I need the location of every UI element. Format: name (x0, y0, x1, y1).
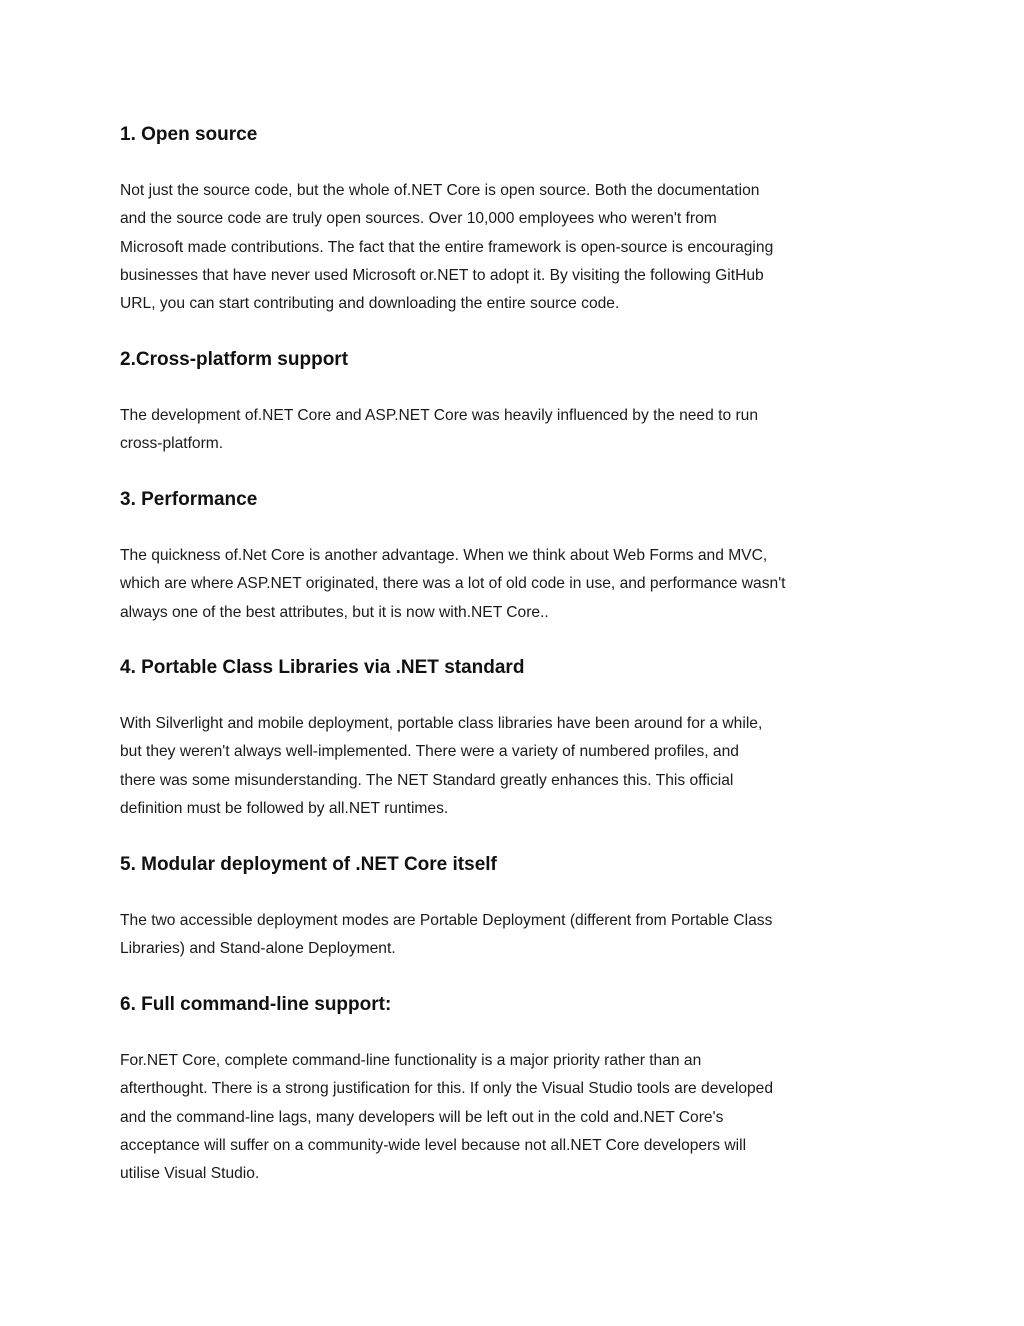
section-cross-platform (120, 348, 910, 459)
paragraph-line: always one of the best attributes, but it is now with.NET Core.. (120, 603, 549, 621)
paragraph-line: utilise Visual Studio. (120, 1165, 260, 1183)
paragraph-line: URL, you can start contributing and downloading the entire source code. (120, 295, 620, 313)
paragraph-line: but they weren't always well-implemented. There were a variety of numbered profiles, and (120, 743, 739, 761)
paragraph-line: cross-platform. (120, 435, 224, 453)
paragraph-line: definition must be followed by all.NET runtimes. (120, 799, 449, 817)
section-paragraph (120, 907, 910, 964)
section-paragraph (120, 1047, 910, 1188)
paragraph-line: The quickness of.Net Core is another advantage. When we think about Web Forms and MVC, (120, 547, 768, 564)
section-portable-class-libraries (120, 656, 910, 823)
section-paragraph (120, 710, 910, 823)
section-heading: 5. Modular deployment of .NET Core itself (120, 854, 497, 875)
section-paragraph (120, 177, 910, 318)
paragraph-line: Libraries) and Stand-alone Deployment. (120, 940, 396, 958)
paragraph-line: The two accessible deployment modes are Portable Deployment (different from Portable Class (120, 912, 773, 929)
paragraph-line: The development of.NET Core and ASP.NET Core was heavily influenced by the need to run (120, 407, 758, 424)
paragraph-line: afterthought. There is a strong justification for this. If only the Visual Studio tools are developed (120, 1080, 774, 1098)
paragraph-line: Microsoft made contributions. The fact that the entire framework is open-source is encouraging (120, 238, 774, 256)
section-performance (120, 488, 910, 627)
paragraph-line: With Silverlight and mobile deployment, portable class libraries have been around for a while, (120, 715, 763, 732)
paragraph-line: there was some misunderstanding. The NET Standard greatly enhances this. This official (120, 771, 734, 789)
section-paragraph (120, 402, 910, 459)
section-paragraph (120, 542, 910, 627)
section-heading: 3. Performance (120, 489, 258, 510)
paragraph-line: which are where ASP.NET originated, there was a lot of old code in use, and performance wasn't (120, 575, 786, 593)
paragraph-line: For.NET Core, complete command-line functionality is a major priority rather than an (120, 1052, 702, 1069)
section-open-source (120, 123, 910, 318)
paragraph-line: Not just the source code, but the whole of.NET Core is open source. Both the documentation (120, 182, 760, 199)
section-heading: 4. Portable Class Libraries via .NET standard (120, 657, 525, 678)
section-heading: 2.Cross-platform support (120, 349, 349, 370)
section-modular-deployment (120, 853, 910, 964)
section-command-line-support (120, 993, 910, 1188)
section-heading: 1. Open source (120, 124, 258, 145)
paragraph-line: businesses that have never used Microsoft or.NET to adopt it. By visiting the following GitHub (120, 266, 764, 284)
paragraph-line: and the command-line lags, many developers will be left out in the cold and.NET Core's (120, 1108, 724, 1126)
section-heading: 6. Full command-line support: (120, 994, 392, 1015)
paragraph-line: acceptance will suffer on a community-wide level because not all.NET Core developers will (120, 1136, 747, 1154)
paragraph-line: and the source code are truly open sources. Over 10,000 employees who weren't from (120, 210, 717, 228)
